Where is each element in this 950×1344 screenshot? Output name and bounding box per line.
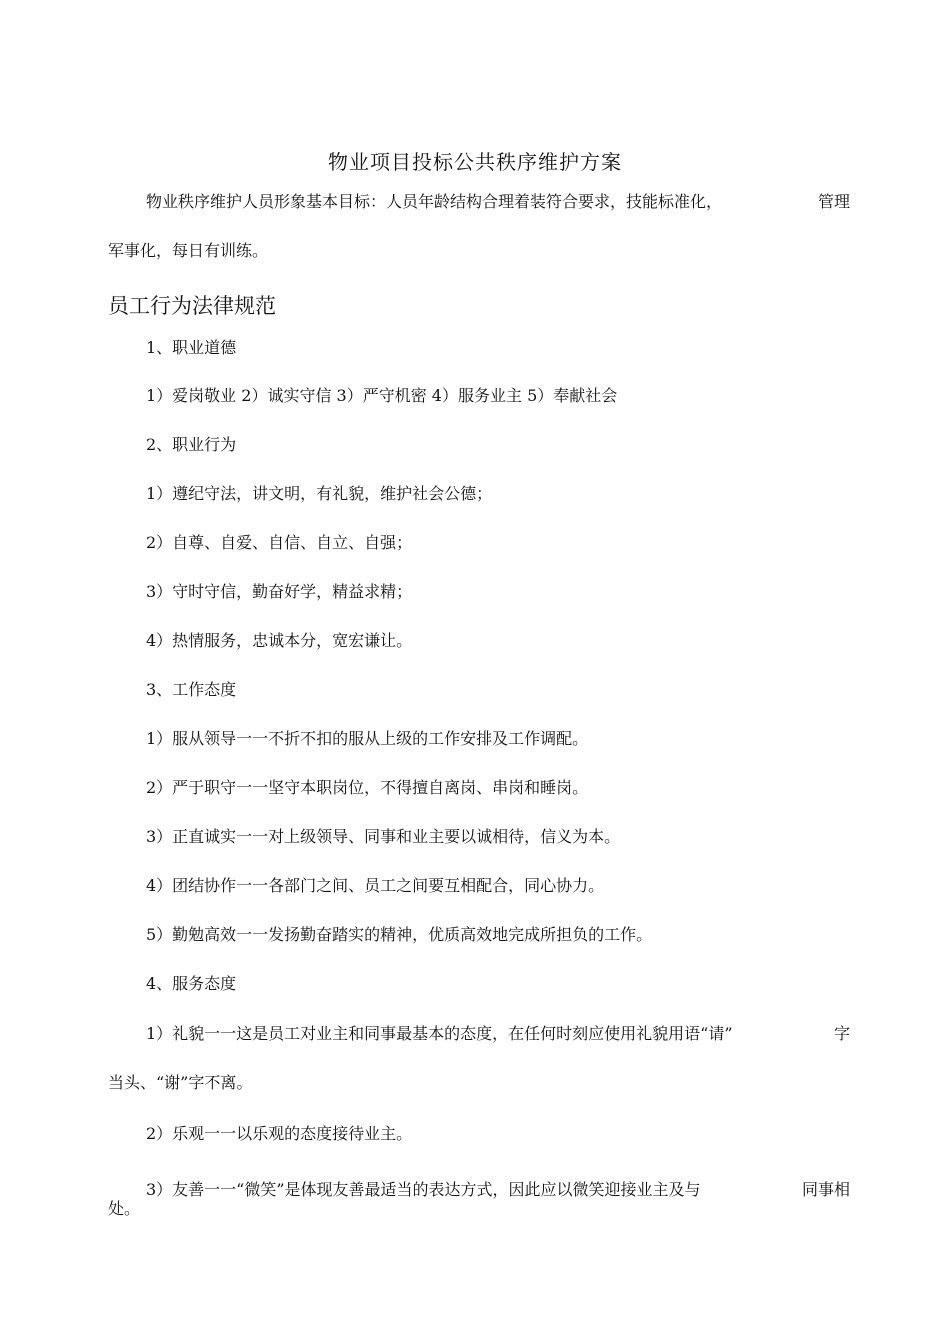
list-item-text: 1）礼貌一一这是员工对业主和同事最基本的态度，在任何时刻应使用礼貌用语“请” bbox=[146, 1024, 733, 1043]
intro-text-tail: 管理 bbox=[817, 192, 850, 211]
list-item: 3、工作态度 bbox=[146, 680, 237, 699]
list-item: 1）服从领导一一不折不扣的服从上级的工作安排及工作调配。 bbox=[146, 729, 589, 748]
list-item-text-tail: 字 bbox=[833, 1024, 850, 1043]
list-item: 4）热情服务，忠诚本分，宽宏谦让。 bbox=[146, 631, 413, 650]
list-item: 3）守时守信，勤奋好学，精益求精； bbox=[146, 582, 413, 601]
section-heading: 员工行为法律规范 bbox=[108, 294, 276, 318]
list-item-text: 3）友善一一“微笑”是体现友善最适当的表达方式，因此应以微笑迎接业主及与 bbox=[146, 1180, 701, 1199]
list-item: 1）爱岗敬业 2）诚实守信 3）严守机密 4）服务业主 5）奉献社会 bbox=[146, 386, 618, 405]
document-title: 物业项目投标公共秩序维护方案 bbox=[328, 150, 622, 174]
list-item: 2）严于职守一一坚守本职岗位，不得擅自离岗、串岗和睡岗。 bbox=[146, 778, 589, 797]
list-item: 2）乐观一一以乐观的态度接待业主。 bbox=[146, 1124, 413, 1143]
list-item: 1、职业道德 bbox=[146, 338, 237, 357]
list-item: 2、职业行为 bbox=[146, 435, 237, 454]
intro-paragraph-line-2: 军事化，每日有训练。 bbox=[108, 241, 269, 260]
list-item: 4）团结协作一一各部门之间、员工之间要互相配合，同心协力。 bbox=[146, 876, 605, 895]
list-item: 2）自尊、自爱、自信、自立、自强； bbox=[146, 533, 413, 552]
list-item: 3）正直诚实一一对上级领导、同事和业主要以诚相待，信义为本。 bbox=[146, 827, 621, 846]
list-item-wrapped-line-1 bbox=[146, 1024, 850, 1044]
list-item-wrapped-line-1 bbox=[146, 1180, 850, 1200]
list-item-text-tail: 同事相 bbox=[801, 1180, 850, 1199]
list-item-wrapped-line-2: 处。 bbox=[108, 1199, 141, 1218]
list-item: 1）遵纪守法，讲文明，有礼貌，维护社会公德； bbox=[146, 484, 493, 503]
list-item: 4、服务态度 bbox=[146, 974, 237, 993]
list-item-wrapped-line-2: 当头、“谢”字不离。 bbox=[108, 1073, 253, 1092]
list-item: 5）勤勉高效一一发扬勤奋踏实的精神，优质高效地完成所担负的工作。 bbox=[146, 925, 653, 944]
intro-paragraph-line-1 bbox=[146, 192, 850, 212]
intro-text: 物业秩序维护人员形象基本目标：人员年龄结构合理着装符合要求，技能标准化， bbox=[146, 192, 723, 211]
